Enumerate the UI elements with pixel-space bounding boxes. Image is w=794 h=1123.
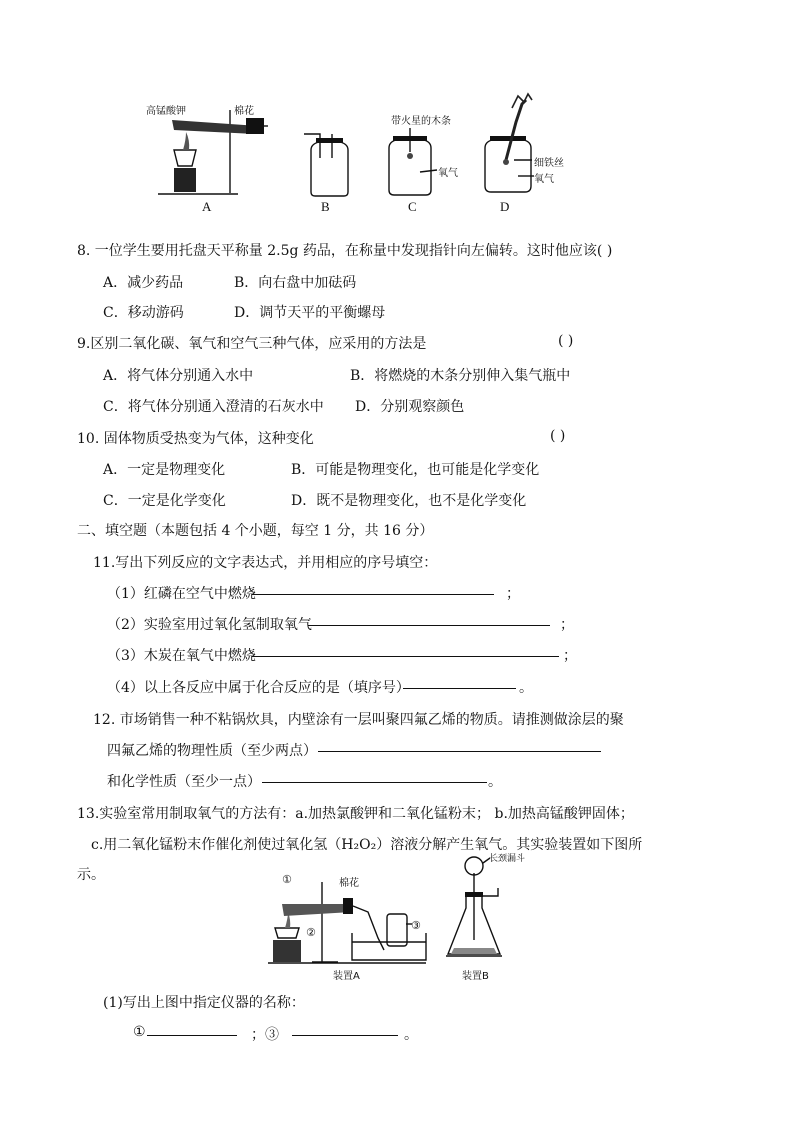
label-oxygen-c: 氧气 [438,168,458,179]
semicolon-11-3: ； [563,648,577,664]
question-8-option-d: D．调节天平的平衡螺母 [234,305,386,321]
question-9-option-c: C．将气体分别通入澄清的石灰水中 [103,399,324,415]
question-9-option-d: D．分别观察颜色 [355,399,465,415]
question-9-stem: 9.区别二氧化碳、氧气和空气三种气体，应采用的方法是 [77,336,427,352]
figure-label-cotton: 棉花 [339,878,359,889]
answer-mark-1: ① [133,1024,146,1040]
period-12: 。 [488,774,502,790]
question-12-line-1: 12. 市场销售一种不粘锅炊具，内壁涂有一层叫聚四氟乙烯的物质。请推测做涂层的聚 [93,712,624,728]
question-10-paren: ( ) [550,428,566,444]
question-8-option-c: C．移动游码 [103,305,184,321]
question-8-option-a: A．减少药品 [103,275,184,291]
answer-sep-3: ；③ [251,1027,279,1043]
semicolon-11-2: ； [560,617,574,633]
caption-d: D [500,199,510,214]
semicolon-11-1: ； [506,586,520,602]
figure-num-2: ② [306,926,316,939]
question-11-item-1: （1）红磷在空气中燃烧 [107,586,256,602]
caption-c: C [408,199,417,214]
question-12-line-3: 和化学性质（至少一点） [107,774,261,790]
label-glowing-splint: 带火星的木条 [391,116,451,127]
figure-num-1: ① [282,873,292,886]
caption-a: A [202,199,212,214]
question-8-option-b: B．向右盘中加砝码 [234,275,357,291]
question-8-stem: 8. 一位学生要用托盘天平称量 2.5g 药品，在称量中发现指针向左偏转。这时他应该( ) [77,243,613,259]
question-10-option-a: A．一定是物理变化 [103,462,226,478]
question-10-stem: 10. 固体物质受热变为气体，这种变化 [77,431,314,447]
section-2-title: 二、填空题（本题包括 4 个小题，每空 1 分，共 16 分） [77,523,434,539]
question-11-item-2: （2）实验室用过氧化氢制取氧气 [107,617,312,633]
answer-period-13: 。 [404,1027,418,1043]
figure-label-funnel: 长颈漏斗 [489,854,526,864]
question-10-option-c: C．一定是化学变化 [103,493,226,509]
question-13-sub-1: (1)写出上图中指定仪器的名称： [103,995,305,1011]
question-11-stem: 11.写出下列反应的文字表达式，并用相应的序号填空： [93,555,438,571]
question-9-option-b: B．将燃烧的木条分别伸入集气瓶中 [350,368,571,384]
label-iron-wire: 细铁丝 [534,158,564,169]
question-12-line-2: 四氟乙烯的物理性质（至少两点） [107,743,317,759]
question-13-line-1: 13.实验室常用制取氧气的方法有：a.加热氯酸钾和二氧化锰粉末； b.加热高锰酸钾固体； [77,806,634,822]
question-10-option-b: B．可能是物理变化，也可能是化学变化 [291,462,540,478]
period-11-4: 。 [519,680,533,696]
caption-b: B [321,199,330,214]
label-potassium-permanganate: 高锰酸钾 [146,106,186,117]
question-10-option-d: D．既不是物理变化，也不是化学变化 [291,493,527,509]
question-13-line-3: 示。 [77,867,105,883]
label-cotton: 棉花 [234,106,254,117]
question-11-item-3: （3）木炭在氧气中燃烧 [107,648,256,664]
figure-caption-b: 装置B [462,971,489,982]
question-13-line-2: c.用二氧化锰粉末作催化剂使过氧化氢（H₂O₂）溶液分解产生氧气。其实验装置如下图所 [91,837,643,853]
question-9-option-a: A．将气体分别通入水中 [103,368,254,384]
figure-num-3: ③ [411,919,421,932]
answer-blank-13-3[interactable] [292,1023,398,1036]
question-9-paren: ( ) [558,333,574,349]
answer-blank-13-1[interactable] [147,1023,237,1036]
figure-caption-a: 装置A [333,971,360,982]
label-oxygen-d: 氧气 [534,174,554,185]
question-11-item-4: （4）以上各反应中属于化合反应的是（填序号） [107,680,410,696]
